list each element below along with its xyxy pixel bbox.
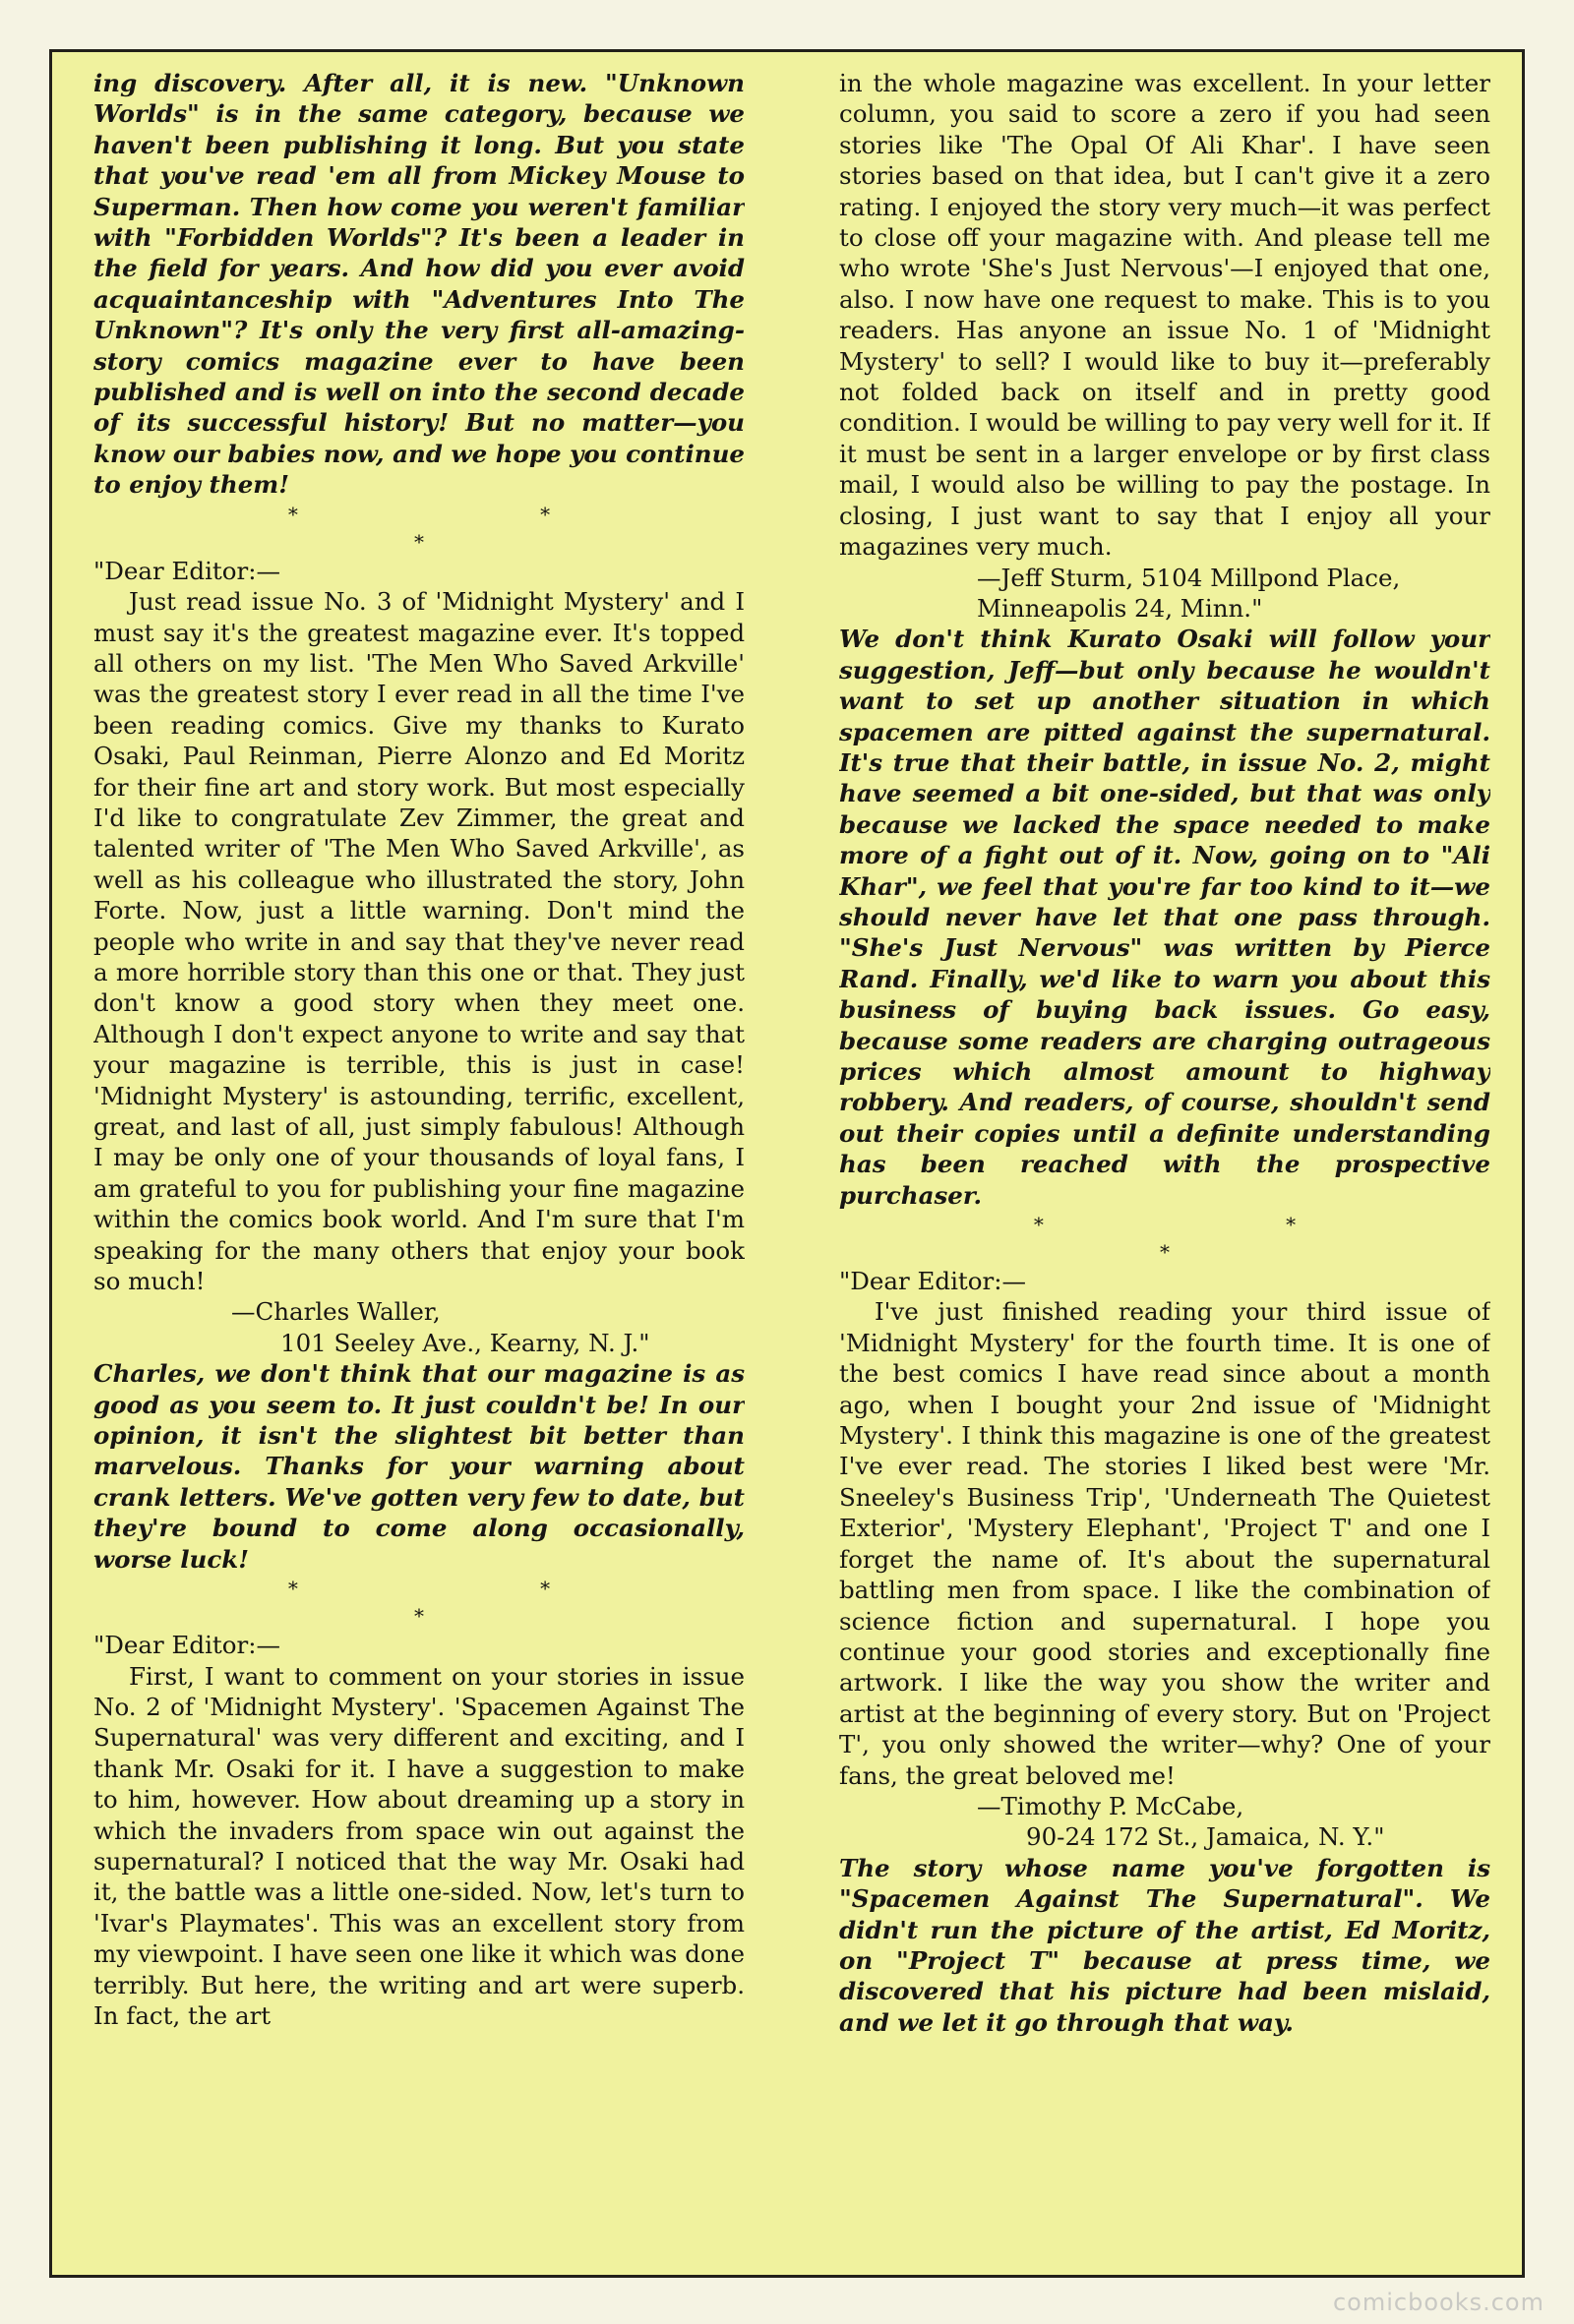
letter-salutation: "Dear Editor:—	[93, 1631, 280, 1660]
right-column	[839, 68, 1490, 2261]
letter-signature	[93, 1296, 745, 1358]
signature-address: 90-24 172 St., Jamaica, N. Y."	[1026, 1822, 1385, 1852]
signature-name: —Timothy P. McCabe,	[977, 1791, 1244, 1820]
editor-reply: The story whose name you've forgotten is "Spacemen Against The Supernatural". We didn't run the picture of the artist, Ed Moritz, on "Project T" because at press time, we discovered that his picture had been mislaid, and we let it go through that way.	[839, 1853, 1490, 2037]
editor-reply-intro: ing discovery. After all, it is new. "Unknown Worlds" is in the same category, because we haven't been publishing it long. But you state that you've read 'em all from Mickey Mouse to Superman. Then how come you weren't familiar with "Forbidden Worlds"? It's been a leader in the field for years. And how did you ever avoid acquaintanceship with "Adventures Into The Unknown"? It's only the very first all-amazing-story comics magazine ever to have been published and is well on into the second decade of its successful history! But no matter—you know our babies now, and we hope you continue to enjoy them!	[93, 69, 745, 500]
separator-stars: * * *	[1033, 1213, 1415, 1265]
left-column	[93, 68, 745, 2261]
letter-body-continued: in the whole magazine was excellent. In your letter column, you said to score a zero if you had seen stories like 'The Opal Of Ali Khar'. I have seen stories based on that idea, but I can't give it a zero rating. I enjoyed the story very much—it was perfect to close off your magazine with. And please tell me who wrote 'She's Just Nervous'—I enjoyed that one, also. I now have one request to make. This is to you readers. Has anyone an issue No. 1 of 'Midnight Mystery' to sell? I would like to buy it—preferably not folded back on itself and in pretty good condition. I would be willing to pay very well for it. If it must be sent in a larger envelope or by first class mail, I would also be willing to pay the postage. In closing, I just want to say that I enjoy all your magazines very much.	[839, 69, 1490, 562]
letter-salutation: "Dear Editor:—	[839, 1267, 1026, 1296]
separator-stars: * * *	[287, 1577, 669, 1629]
letter-signature	[839, 563, 1490, 625]
editor-reply: Charles, we don't think that our magazine is as good as you seem to. It just couldn't be! In our opinion, it isn't the slightest bit better than marvelous. Thanks for your warning about crank letters. We've gotten very few to date, but they're bound to come along occasionally, worse luck!	[93, 1359, 745, 1574]
letter-body: First, I want to comment on your stories in issue No. 2 of 'Midnight Mystery'. 'Spacemen Against The Supernatural' was very different and exciting, and I thank Mr. Osaki for it. I have a suggestion to make to him, however. How about dreaming up a story in which the invaders from space win out against the supernatural? I noticed that the way Mr. Osaki had it, the battle was a little one-sided. Now, let's turn to 'Ivar's Playmates'. This was an excellent story from my viewpoint. I have seen one like it which was done terribly. But here, the writing and art were superb. In fact, the art	[93, 1661, 745, 2030]
letter-salutation: "Dear Editor:—	[93, 556, 280, 585]
site-watermark: comicbooks.com	[1332, 2289, 1544, 2316]
letter-body: I've just finished reading your third issue of 'Midnight Mystery' for the fourth time. It is one of the best comics I have read since about a month ago, when I bought your 2nd issue of 'Midnight Mystery'. I think this magazine is one of the greatest I've ever read. The stories I liked best were 'Mr. Sneeley's Business Trip', 'Underneath The Quietest Exterior', 'Mystery Elephant', 'Project T' and one I forget the name of. It's about the supernatural battling men from space. I like the combination of science fiction and supernatural. I hope you continue your good stories and exceptionally fine artwork. I like the way you show the writer and artist at the beginning of every story. But on 'Project T', you only showed the writer—why? One of your fans, the great beloved me!	[839, 1297, 1490, 1790]
signature-address: Minneapolis 24, Minn."	[977, 593, 1263, 623]
signature-address: 101 Seeley Ave., Kearny, N. J."	[280, 1328, 650, 1357]
signature-name: —Charles Waller,	[231, 1297, 441, 1327]
letter-body: Just read issue No. 3 of 'Midnight Mystery' and I must say it's the greatest magazine ever. It's topped all others on my list. 'The Men Who Saved Arkville' was the greatest story I ever read in all the time I've been reading comics. Give my thanks to Kurato Osaki, Paul Reinman, Pierre Alonzo and Ed Moritz for their fine art and story work. But most especially I'd like to congratulate Zev Zimmer, the great and talented writer of 'The Men Who Saved Arkville', as well as his colleague who illustrated the story, John Forte. Now, just a little warning. Don't mind the people who write in and say that they've never read a more horrible story than this one or that. They just don't know a good story when they meet one. Although I don't expect anyone to write and say that your magazine is terrible, this is just in case! 'Midnight Mystery' is astounding, terrific, excellent, great, and last of all, just simply fabulous! Although I may be only one of your thousands of loyal fans, I am grateful to you for publishing your fine magazine within the comics book world. And I'm sure that I'm speaking for the many others that enjoy your book so much!	[93, 587, 745, 1296]
letters-panel	[49, 49, 1525, 2278]
letter-signature	[839, 1791, 1490, 1853]
separator-stars: * * *	[287, 502, 669, 554]
signature-name: —Jeff Sturm, 5104 Millpond Place,	[977, 563, 1401, 592]
editor-reply: We don't think Kurato Osaki will follow your suggestion, Jeff—but only because he wouldn't want to set up another situation in which spacemen are pitted against the supernatural. It's true that their battle, in issue No. 2, might have seemed a bit one-sided, but that was only because we lacked the space needed to make more of a fight out of it. Now, going on to "Ali Khar", we feel that you're far too kind to it—we should never have let that one pass through. "She's Just Nervous" was written by Pierce Rand. Finally, we'd like to warn you about this business of buying back issues. Go easy, because some readers are charging outrageous prices which almost amount to highway robbery. And readers, of course, shouldn't send out their copies until a definite understanding has been reached with the prospective purchaser.	[839, 625, 1490, 1210]
